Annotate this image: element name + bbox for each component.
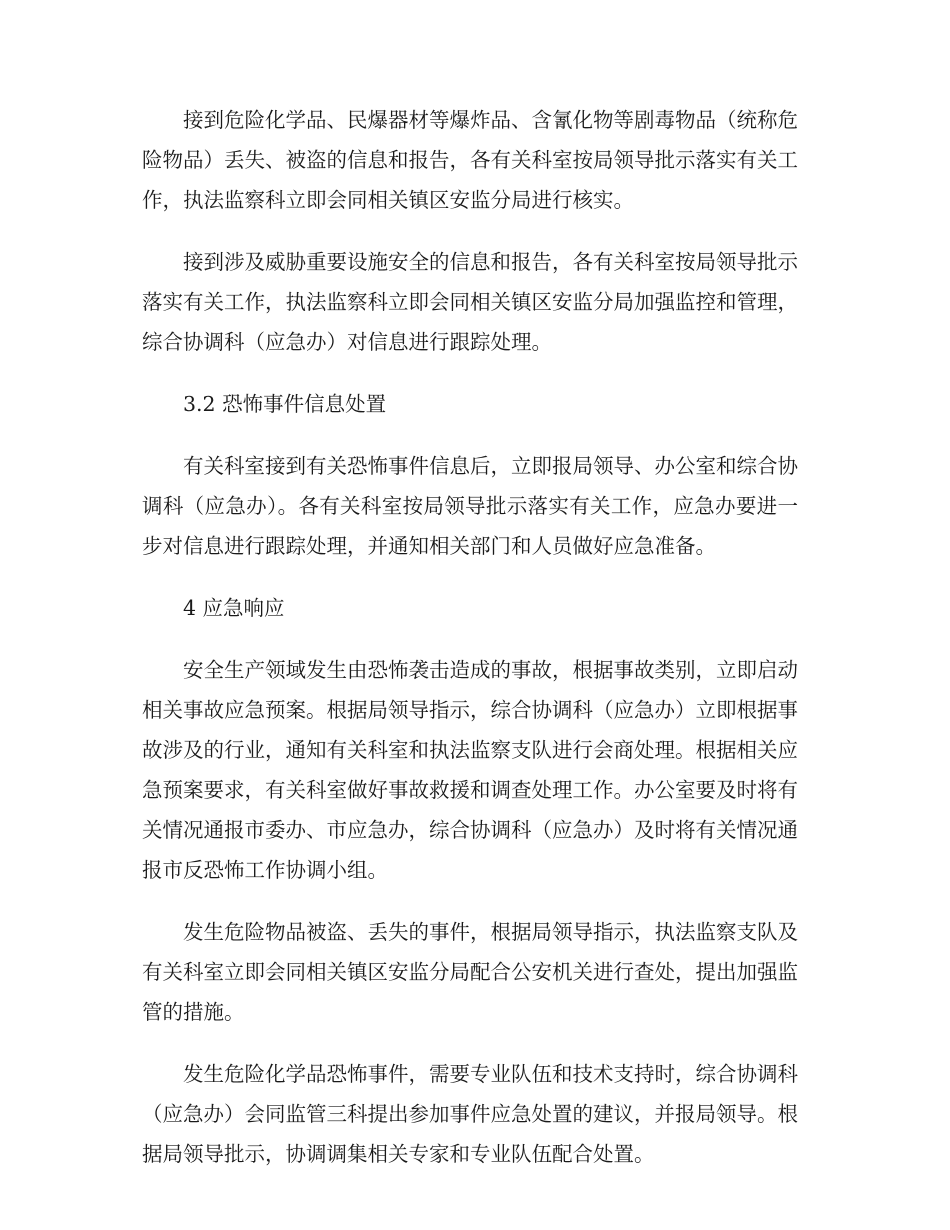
paragraph-terror-info-handling: 有关科室接到有关恐怖事件信息后，立即报局领导、办公室和综合协调科（应急办）。各有关科室按局领导批示落实有关工作，应急办要进一步对信息进行跟踪处理，并通知相关部门和人员做好应急准备。 [142,454,798,558]
paragraph-theft-loss-event: 发生危险物品被盗、丢失的事件，根据局领导指示，执法监察支队及有关科室立即会同相关镇区安监分局配合公安机关进行查处，提出加强监管的措施。 [142,920,798,1024]
section-heading-4: 4 应急响应 [183,596,285,620]
paragraph-facility-threat: 接到涉及威胁重要设施安全的信息和报告，各有关科室按局领导批示落实有关工作，执法监察科立即会同相关镇区安监分局加强监控和管理，综合协调科（应急办）对信息进行跟踪处理。 [142,250,798,354]
paragraph-hazardous-goods-loss: 接到危险化学品、民爆器材等爆炸品、含氰化物等剧毒物品（统称危险物品）丢失、被盗的信息和报告，各有关科室按局领导批示落实有关工作，执法监察科立即会同相关镇区安监分局进行核实。 [142,108,798,212]
paragraph-emergency-response: 安全生产领域发生由恐怖袭击造成的事故，根据事故类别，立即启动相关事故应急预案。根据局领导指示，综合协调科（应急办）立即根据事故涉及的行业，通知有关科室和执法监察支队进行会商处理。根据相关应急预案要求，有关科室做好事故救援和调查处理工作。办公室要及时将有关情况通报市委办、市应急办，综合协调科（应急办）及时将有关情况通报市反恐怖工作协调小组。 [142,658,798,882]
paragraph-chemical-terror-event: 发生危险化学品恐怖事件，需要专业队伍和技术支持时，综合协调科（应急办）会同监管三科提出参加事件应急处置的建议，并报局领导。根据局领导批示，协调调集相关专家和专业队伍配合处置。 [142,1062,798,1166]
section-heading-3-2: 3.2 恐怖事件信息处置 [183,392,387,416]
document-body [142,100,798,1196]
